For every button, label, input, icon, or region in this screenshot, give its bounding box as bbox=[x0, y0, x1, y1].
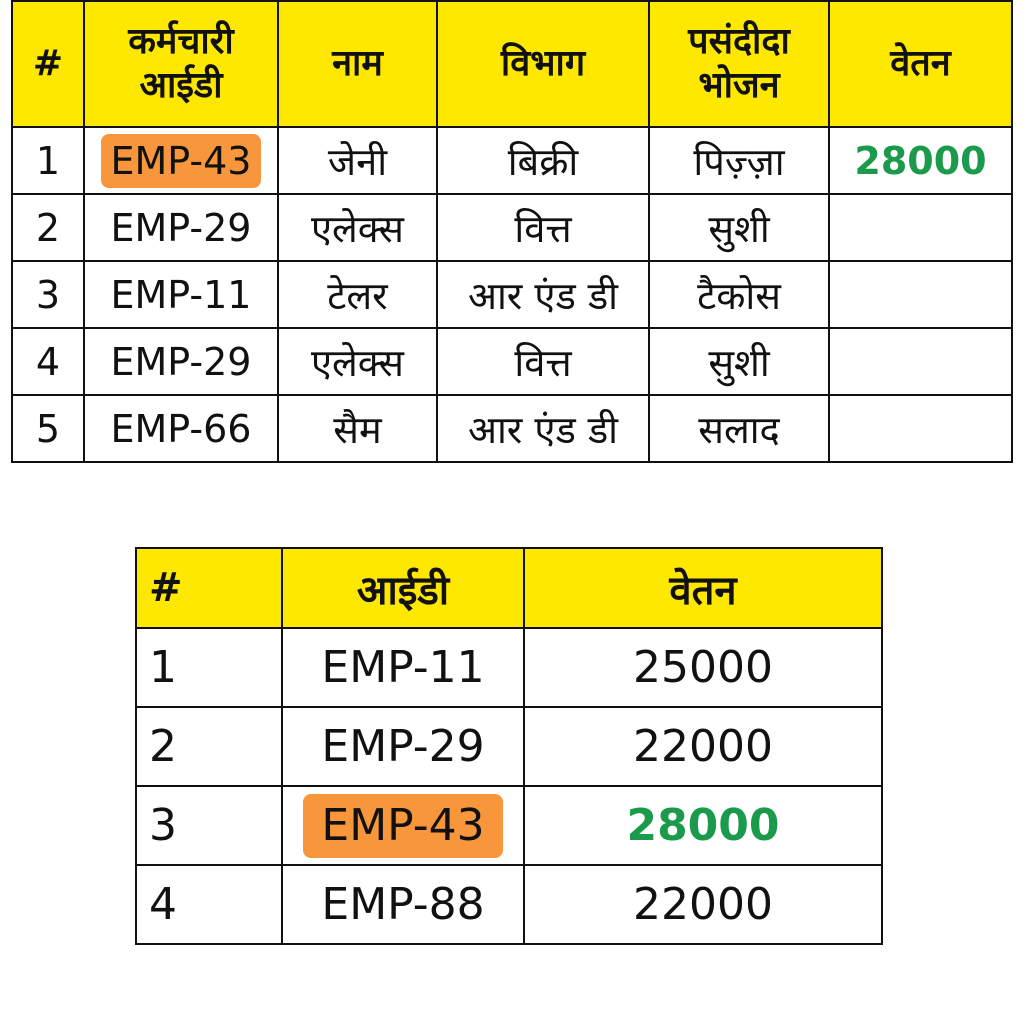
row-number: 1 bbox=[136, 628, 282, 707]
food-cell: टैकोस bbox=[649, 261, 829, 328]
food-cell: पिज़्ज़ा bbox=[649, 127, 829, 194]
table-row bbox=[12, 127, 1012, 194]
department-cell: वित्त bbox=[437, 194, 649, 261]
salary-cell-match: 28000 bbox=[524, 786, 882, 865]
name-cell: जेनी bbox=[278, 127, 437, 194]
food-cell: सुशी bbox=[649, 328, 829, 395]
salary-cell-match: 28000 bbox=[829, 127, 1012, 194]
header-employee-id-line2: आईडी bbox=[139, 65, 223, 106]
table-row bbox=[136, 707, 882, 786]
highlighted-id: EMP-43 bbox=[303, 794, 502, 858]
table-row bbox=[12, 395, 1012, 462]
header-name: नाम bbox=[278, 1, 437, 127]
food-cell: सुशी bbox=[649, 194, 829, 261]
salary-cell: 22000 bbox=[524, 707, 882, 786]
employee-id-cell: EMP-66 bbox=[84, 395, 278, 462]
row-number: 5 bbox=[12, 395, 84, 462]
header-id: आईडी bbox=[282, 548, 524, 628]
salary-cell bbox=[829, 194, 1012, 261]
salary-cell: 25000 bbox=[524, 628, 882, 707]
row-number: 2 bbox=[136, 707, 282, 786]
id-cell: EMP-29 bbox=[282, 707, 524, 786]
header-favorite-food bbox=[649, 1, 829, 127]
table-row bbox=[136, 786, 882, 865]
department-cell: वित्त bbox=[437, 328, 649, 395]
highlighted-employee-id: EMP-43 bbox=[101, 134, 262, 188]
name-cell: सैम bbox=[278, 395, 437, 462]
table-row bbox=[136, 865, 882, 944]
salary-cell bbox=[829, 395, 1012, 462]
header-hash: # bbox=[136, 548, 282, 628]
salary-cell bbox=[829, 261, 1012, 328]
header-favorite-food-line2: भोजन bbox=[698, 65, 780, 106]
department-cell: बिक्री bbox=[437, 127, 649, 194]
table-row bbox=[12, 261, 1012, 328]
row-number: 2 bbox=[12, 194, 84, 261]
row-number: 4 bbox=[136, 865, 282, 944]
table-row bbox=[136, 628, 882, 707]
header-employee-id bbox=[84, 1, 278, 127]
header-row bbox=[136, 548, 882, 628]
header-favorite-food-line1: पसंदीदा bbox=[688, 21, 790, 62]
id-cell bbox=[282, 786, 524, 865]
table-row bbox=[12, 194, 1012, 261]
id-cell: EMP-11 bbox=[282, 628, 524, 707]
table-row bbox=[12, 328, 1012, 395]
salary-cell bbox=[829, 328, 1012, 395]
id-cell: EMP-88 bbox=[282, 865, 524, 944]
salary-table bbox=[135, 547, 883, 945]
name-cell: टेलर bbox=[278, 261, 437, 328]
department-cell: आर एंड डी bbox=[437, 395, 649, 462]
employee-id-cell: EMP-29 bbox=[84, 194, 278, 261]
employee-id-cell: EMP-11 bbox=[84, 261, 278, 328]
header-row bbox=[12, 1, 1012, 127]
row-number: 3 bbox=[136, 786, 282, 865]
header-salary: वेतन bbox=[829, 1, 1012, 127]
row-number: 3 bbox=[12, 261, 84, 328]
row-number: 4 bbox=[12, 328, 84, 395]
header-employee-id-line1: कर्मचारी bbox=[128, 21, 234, 62]
department-cell: आर एंड डी bbox=[437, 261, 649, 328]
header-salary: वेतन bbox=[524, 548, 882, 628]
employee-table bbox=[11, 0, 1013, 463]
name-cell: एलेक्स bbox=[278, 328, 437, 395]
employee-id-cell: EMP-29 bbox=[84, 328, 278, 395]
food-cell: सलाद bbox=[649, 395, 829, 462]
name-cell: एलेक्स bbox=[278, 194, 437, 261]
row-number: 1 bbox=[12, 127, 84, 194]
employee-id-cell bbox=[84, 127, 278, 194]
salary-cell: 22000 bbox=[524, 865, 882, 944]
header-department: विभाग bbox=[437, 1, 649, 127]
header-hash: # bbox=[12, 1, 84, 127]
